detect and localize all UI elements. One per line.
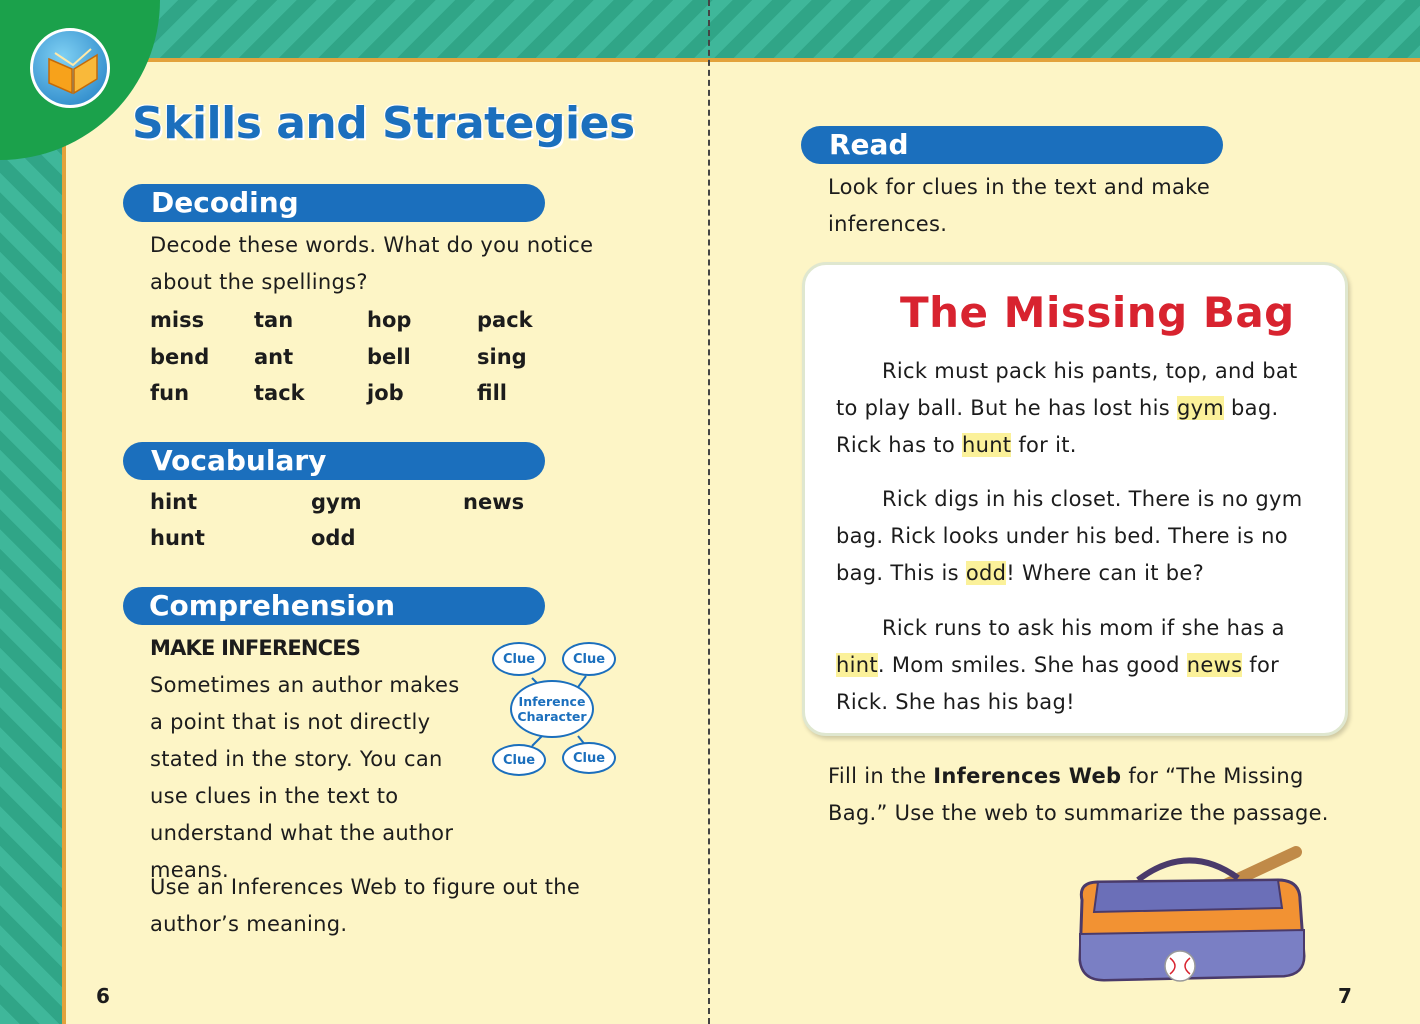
page-frame-left [62,140,66,1024]
decoding-word: pack [477,308,533,332]
page-divider [708,0,710,1024]
inference-web-clue-node: Clue [492,642,546,676]
section-header-read: Read [801,126,1223,164]
inference-web-clue-node: Clue [562,642,616,676]
inferences-web-label: Inferences Web [933,764,1122,788]
decoding-word: tan [254,308,294,332]
highlighted-vocabulary-word: hint [836,653,878,677]
vocabulary-word: news [463,490,525,514]
decoding-word: miss [150,308,205,332]
story-text: for it. [1011,433,1077,457]
section-header-vocabulary: Vocabulary [123,442,545,480]
vocabulary-word: gym [311,490,362,514]
decoding-word: job [367,381,404,405]
story-paragraph-2 [836,481,1320,592]
vocabulary-word: odd [311,526,356,550]
page-number-left: 6 [96,984,110,1008]
decoding-word: bell [367,345,411,369]
decoding-word: fill [477,381,507,405]
decorative-border-top [0,0,1420,62]
decoding-word: hop [367,308,412,332]
decoding-word: fun [150,381,190,405]
make-inferences-label: MAKE INFERENCES [150,636,361,660]
story-title: The Missing Bag [900,288,1295,337]
story-paragraph-1 [836,353,1320,464]
story-text: Rick runs to ask his mom if she has a [882,616,1285,640]
page-title: Skills and Strategies [132,98,635,149]
decoding-instruction: Decode these words. What do you notice about the spellings? [150,233,594,294]
page-number-right: 7 [1338,984,1352,1008]
read-instruction: Look for clues in the text and make inferences. [828,175,1211,236]
inference-web-center-node: Inference Character [510,680,594,738]
decoding-word: tack [254,381,305,405]
story-paragraph-3 [836,610,1320,721]
highlighted-vocabulary-word: news [1186,653,1243,677]
comprehension-text: Sometimes an author makes a point that is not directly stated in the story. You can use clues in the text to understand what the author means. [150,673,460,882]
inference-web-clue-node: Clue [562,742,616,774]
story-text: bag. Rick has to [836,396,1279,457]
highlighted-vocabulary-word: hunt [961,433,1012,457]
decoding-word: sing [477,345,527,369]
story-text: Rick must pack his pants, top, and bat to play ball. But he has lost his [836,359,1298,420]
instruction-text: Fill in the [828,764,934,788]
inference-web-clue-node: Clue [492,744,546,776]
vocabulary-word: hunt [150,526,205,550]
story-text: for Rick. She has his bag! [836,653,1280,714]
highlighted-vocabulary-word: gym [1176,396,1225,420]
decoding-word: ant [254,345,294,369]
vocabulary-word: hint [150,490,198,514]
fill-in-instruction [828,758,1348,832]
instruction-text: for “The Missing Bag.” Use the web to summarize the passage. [828,764,1329,825]
comprehension-closing: Use an Inferences Web to figure out the author’s meaning. [150,875,581,936]
open-book-icon [30,28,110,108]
highlighted-vocabulary-word: odd [965,561,1007,585]
story-text: . Mom smiles. She has good [877,653,1187,677]
comprehension-paragraph [150,630,472,889]
section-header-decoding: Decoding [123,184,545,222]
page-frame-top [130,58,1420,62]
gym-bag-illustration [1068,838,1320,998]
section-header-comprehension: Comprehension [123,587,545,625]
story-text: Rick digs in his closet. There is no gym bag. Rick looks under his bed. There is no bag. This is [836,487,1303,585]
story-text: ! Where can it be? [1006,561,1205,585]
decoding-word: bend [150,345,210,369]
